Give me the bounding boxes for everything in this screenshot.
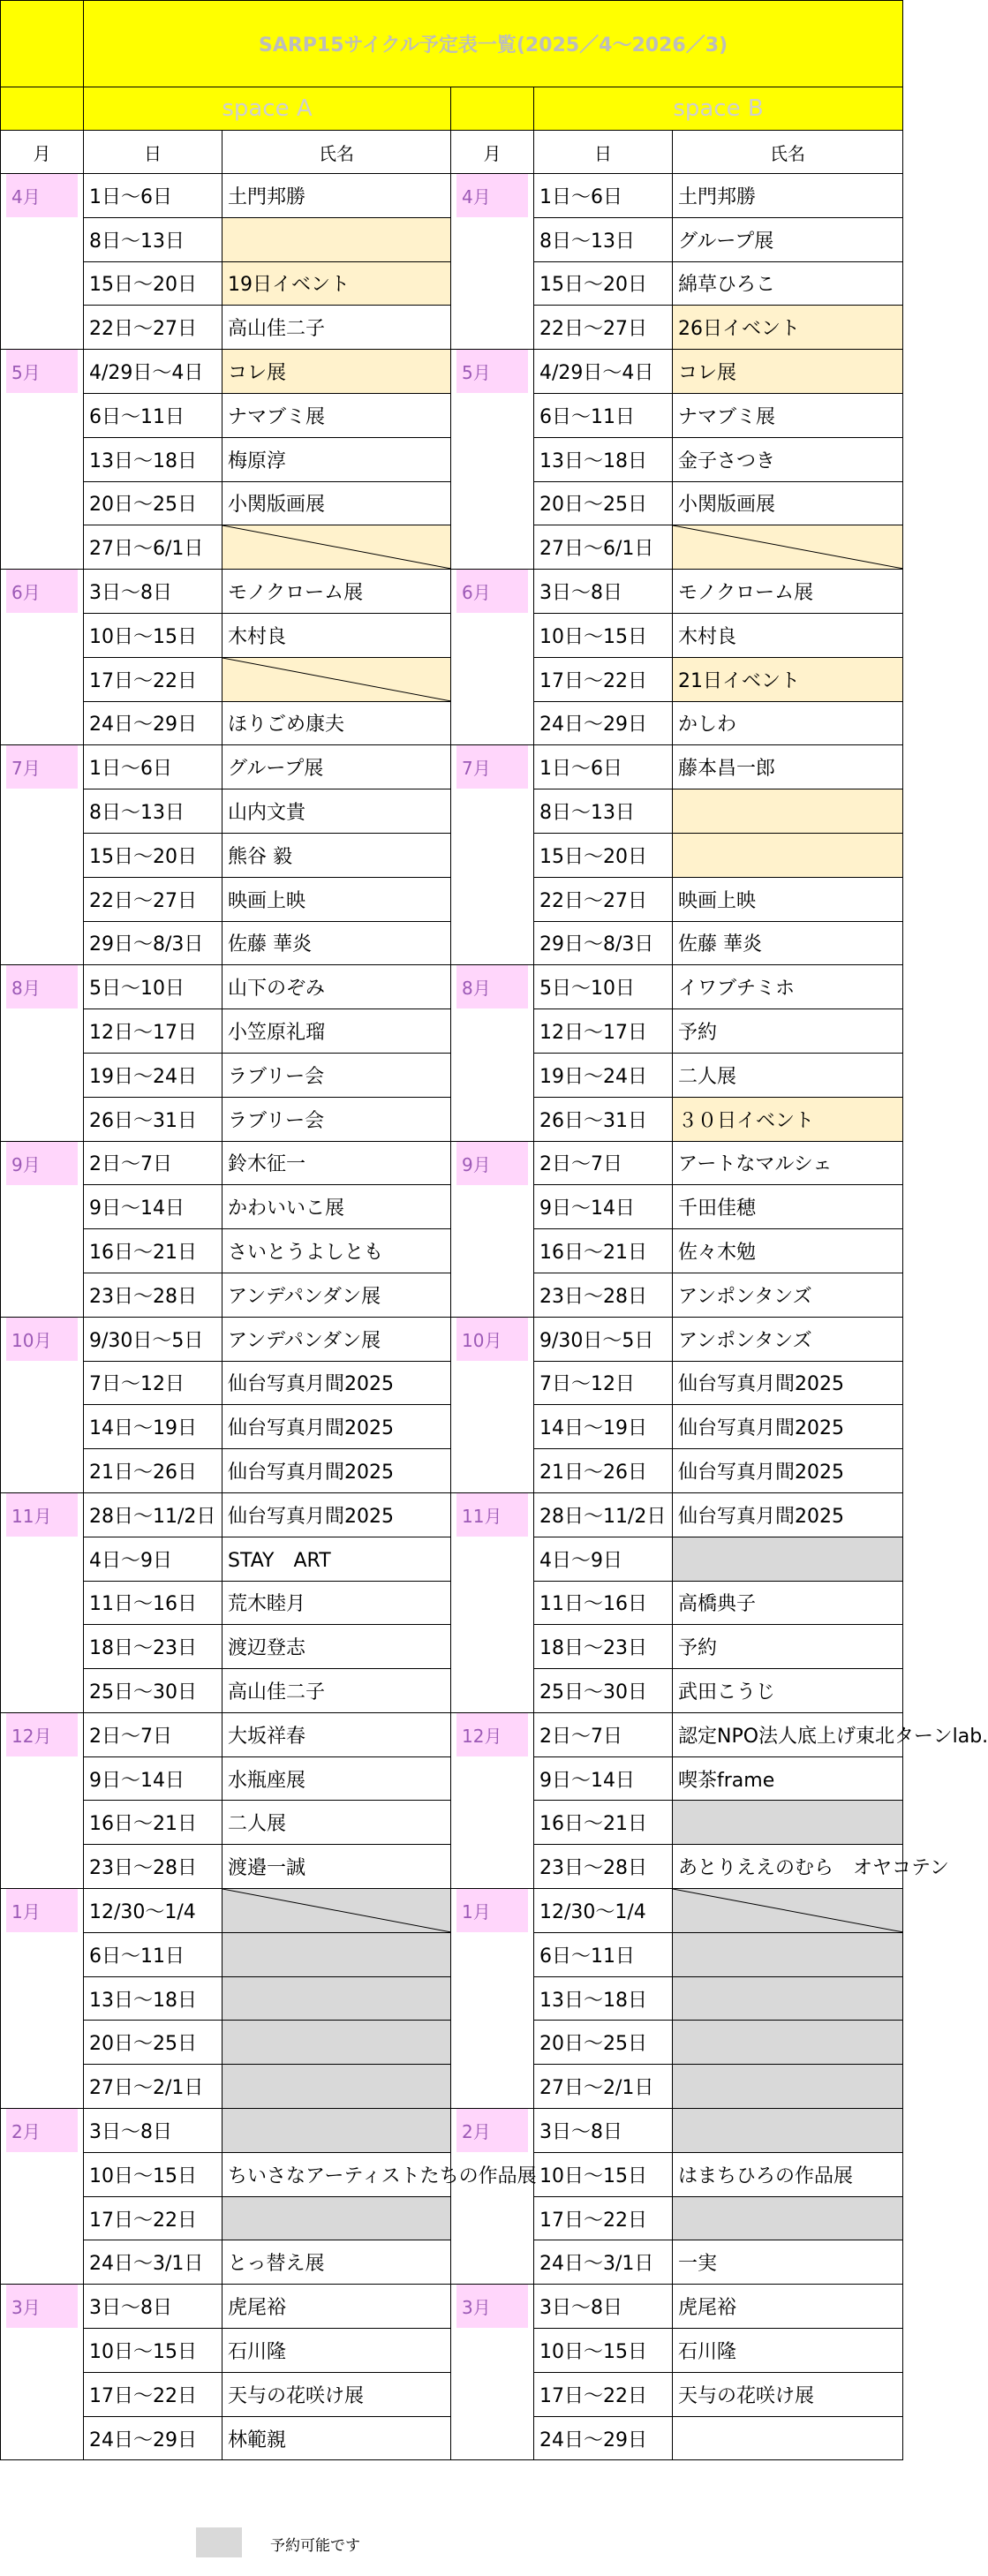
exhibitor-b: 仙台写真月間2025 xyxy=(673,1449,903,1493)
date-range-b: 24日～3/1日 xyxy=(534,2240,673,2285)
exhibitor-a: アンデパンダン展 xyxy=(222,1273,451,1317)
date-range-b: 17日～22日 xyxy=(534,2196,673,2240)
exhibitor-b xyxy=(673,1889,903,1933)
date-range-a: 3日～8日 xyxy=(84,2285,222,2329)
schedule-row xyxy=(1,745,903,789)
date-range-b: 2日～7日 xyxy=(534,1141,673,1185)
exhibitor-b xyxy=(673,2065,903,2109)
exhibitor-b: 武田こうじ xyxy=(673,1669,903,1713)
date-range-b: 24日～29日 xyxy=(534,701,673,745)
date-range-a: 1日～6日 xyxy=(84,745,222,789)
date-range-a: 22日～27日 xyxy=(84,306,222,350)
date-range-b: 8日～13日 xyxy=(534,789,673,834)
date-range-a: 22日～27日 xyxy=(84,877,222,921)
exhibitor-b: 千田佳穂 xyxy=(673,1185,903,1229)
exhibitor-a: 高山佳二子 xyxy=(222,306,451,350)
date-range-b: 5日～10日 xyxy=(534,965,673,1009)
date-range-a: 19日～24日 xyxy=(84,1053,222,1097)
exhibitor-b: アートなマルシェ xyxy=(673,1141,903,1185)
date-range-b: 4/29日～4日 xyxy=(534,350,673,394)
exhibitor-a: 仙台写真月間2025 xyxy=(222,1361,451,1405)
date-range-b: 17日～22日 xyxy=(534,2372,673,2416)
date-range-b: 22日～27日 xyxy=(534,306,673,350)
schedule-row xyxy=(1,1889,903,1933)
exhibitor-b: 綿草ひろこ xyxy=(673,261,903,306)
month-cell-b xyxy=(451,174,534,350)
month-cell-b xyxy=(451,570,534,745)
month-cell-b xyxy=(451,2285,534,2460)
month-cell-a xyxy=(1,1889,84,2109)
date-range-b: 2日～7日 xyxy=(534,1712,673,1756)
space-row xyxy=(1,87,903,131)
month-label-b: 10月 xyxy=(456,1318,528,1361)
date-range-a: 10日～15日 xyxy=(84,613,222,657)
date-range-b: 13日～18日 xyxy=(534,437,673,481)
date-range-b: 9日～14日 xyxy=(534,1756,673,1801)
schedule-row xyxy=(1,2109,903,2153)
exhibitor-b: 土門邦勝 xyxy=(673,174,903,218)
space-b-label: space B xyxy=(534,87,903,131)
schedule-row xyxy=(1,570,903,614)
exhibitor-a: 鈴木征一 xyxy=(222,1141,451,1185)
month-cell-a xyxy=(1,745,84,965)
date-range-b: 12日～17日 xyxy=(534,1009,673,1054)
month-label-b: 1月 xyxy=(456,1889,528,1932)
date-range-a: 3日～8日 xyxy=(84,570,222,614)
month-label-a: 2月 xyxy=(6,2109,78,2152)
exhibitor-a: ほりごめ康夫 xyxy=(222,701,451,745)
month-cell-a xyxy=(1,2109,84,2285)
exhibitor-b: 予約 xyxy=(673,1625,903,1669)
month-cell-a xyxy=(1,350,84,570)
month-label-a: 7月 xyxy=(6,745,78,789)
exhibitor-a: とっ替え展 xyxy=(222,2240,451,2285)
date-range-a: 1日～6日 xyxy=(84,174,222,218)
exhibitor-b: 佐々木勉 xyxy=(673,1229,903,1273)
exhibitor-b: 認定NPO法人底上げ東北ターンlab. xyxy=(673,1712,903,1756)
month-label-a: 4月 xyxy=(6,174,78,217)
month-cell-a xyxy=(1,1141,84,1317)
exhibitor-a xyxy=(222,1889,451,1933)
month-label-a: 8月 xyxy=(6,965,78,1008)
exhibitor-a: 石川隆 xyxy=(222,2329,451,2373)
exhibitor-a: 水瓶座展 xyxy=(222,1756,451,1801)
exhibitor-a: グループ展 xyxy=(222,745,451,789)
month-label-b: 7月 xyxy=(456,745,528,789)
space-corner-a xyxy=(1,87,84,131)
date-range-b: 4日～9日 xyxy=(534,1537,673,1581)
exhibitor-a xyxy=(222,1932,451,1976)
exhibitor-b xyxy=(673,2021,903,2065)
month-cell-a xyxy=(1,1492,84,1712)
date-range-a: 3日～8日 xyxy=(84,2109,222,2153)
schedule-row xyxy=(1,2285,903,2329)
month-label-a: 6月 xyxy=(6,570,78,613)
date-range-b: 23日～28日 xyxy=(534,1845,673,1889)
exhibitor-b xyxy=(673,833,903,877)
date-range-b: 14日～19日 xyxy=(534,1405,673,1449)
date-range-a: 12日～17日 xyxy=(84,1009,222,1054)
date-range-a: 25日～30日 xyxy=(84,1669,222,1713)
exhibitor-b xyxy=(673,525,903,570)
exhibitor-a xyxy=(222,1976,451,2021)
exhibitor-b: アンポンタンズ xyxy=(673,1317,903,1361)
month-label-b: 5月 xyxy=(456,350,528,393)
date-range-a: 23日～28日 xyxy=(84,1845,222,1889)
exhibitor-a: アンデパンダン展 xyxy=(222,1317,451,1361)
exhibitor-a: 渡辺登志 xyxy=(222,1625,451,1669)
exhibitor-a: ラブリー会 xyxy=(222,1053,451,1097)
date-range-b: 1日～6日 xyxy=(534,174,673,218)
date-range-b: 25日～30日 xyxy=(534,1669,673,1713)
exhibitor-a: 映画上映 xyxy=(222,877,451,921)
exhibitor-b: 高橋典子 xyxy=(673,1581,903,1625)
exhibitor-b: かしわ xyxy=(673,701,903,745)
month-cell-b xyxy=(451,1492,534,1712)
date-range-b: 1日～6日 xyxy=(534,745,673,789)
month-label-a: 11月 xyxy=(6,1493,78,1537)
schedule-row xyxy=(1,1141,903,1185)
date-range-b: 24日～29日 xyxy=(534,2416,673,2460)
date-range-b: 8日～13日 xyxy=(534,217,673,261)
exhibitor-a: 仙台写真月間2025 xyxy=(222,1449,451,1493)
date-range-a: 27日～2/1日 xyxy=(84,2065,222,2109)
header-name-b: 氏名 xyxy=(673,131,903,174)
date-range-a: 29日～8/3日 xyxy=(84,921,222,965)
month-cell-a xyxy=(1,1712,84,1888)
month-cell-b xyxy=(451,1141,534,1317)
date-range-a: 10日～15日 xyxy=(84,2152,222,2196)
exhibitor-a: モノクローム展 xyxy=(222,570,451,614)
date-range-b: 19日～24日 xyxy=(534,1053,673,1097)
date-range-a: 18日～23日 xyxy=(84,1625,222,1669)
diagonal-line xyxy=(222,1889,450,1932)
header-month-b: 月 xyxy=(451,131,534,174)
date-range-b: 27日～6/1日 xyxy=(534,525,673,570)
month-cell-b xyxy=(451,745,534,965)
date-range-b: 21日～26日 xyxy=(534,1449,673,1493)
exhibitor-a xyxy=(222,657,451,701)
exhibitor-a: かわいいこ展 xyxy=(222,1185,451,1229)
exhibitor-b: モノクローム展 xyxy=(673,570,903,614)
exhibitor-b xyxy=(673,789,903,834)
date-range-b: 9/30日～5日 xyxy=(534,1317,673,1361)
exhibitor-b: はまちひろの作品展 xyxy=(673,2152,903,2196)
date-range-a: 14日～19日 xyxy=(84,1405,222,1449)
schedule-row xyxy=(1,1492,903,1537)
exhibitor-b: あとりええのむら オヤコテン xyxy=(673,1845,903,1889)
date-range-a: 24日～3/1日 xyxy=(84,2240,222,2285)
date-range-a: 4日～9日 xyxy=(84,1537,222,1581)
date-range-b: 6日～11日 xyxy=(534,393,673,437)
exhibitor-b: ３０日イベント xyxy=(673,1097,903,1141)
exhibitor-a: ちいさなアーティストたちの作品展 xyxy=(222,2152,451,2196)
date-range-a: 11日～16日 xyxy=(84,1581,222,1625)
exhibitor-a: 大坂祥春 xyxy=(222,1712,451,1756)
month-label-b: 11月 xyxy=(456,1493,528,1537)
exhibitor-b: イワブチミホ xyxy=(673,965,903,1009)
space-corner-b xyxy=(451,87,534,131)
month-cell-b xyxy=(451,1712,534,1888)
exhibitor-b: グループ展 xyxy=(673,217,903,261)
exhibitor-b: 天与の花咲け展 xyxy=(673,2372,903,2416)
month-label-b: 3月 xyxy=(456,2285,528,2328)
month-label-a: 10月 xyxy=(6,1318,78,1361)
date-range-b: 28日～11/2日 xyxy=(534,1492,673,1537)
date-range-a: 28日～11/2日 xyxy=(84,1492,222,1537)
exhibitor-a: ナマブミ展 xyxy=(222,393,451,437)
date-range-a: 10日～15日 xyxy=(84,2329,222,2373)
date-range-b: 10日～15日 xyxy=(534,2329,673,2373)
schedule-row xyxy=(1,174,903,218)
exhibitor-a: 仙台写真月間2025 xyxy=(222,1405,451,1449)
exhibitor-a: ラブリー会 xyxy=(222,1097,451,1141)
exhibitor-b xyxy=(673,1932,903,1976)
exhibitor-a: 二人展 xyxy=(222,1801,451,1845)
exhibitor-a: 仙台写真月間2025 xyxy=(222,1492,451,1537)
date-range-a: 8日～13日 xyxy=(84,217,222,261)
date-range-b: 7日～12日 xyxy=(534,1361,673,1405)
month-cell-a xyxy=(1,570,84,745)
schedule-row xyxy=(1,965,903,1009)
exhibitor-a: 天与の花咲け展 xyxy=(222,2372,451,2416)
date-range-a: 9日～14日 xyxy=(84,1185,222,1229)
exhibitor-b xyxy=(673,2196,903,2240)
date-range-b: 27日～2/1日 xyxy=(534,2065,673,2109)
exhibitor-b xyxy=(673,1537,903,1581)
date-range-a: 13日～18日 xyxy=(84,1976,222,2021)
exhibitor-b: 仙台写真月間2025 xyxy=(673,1361,903,1405)
exhibitor-b: 映画上映 xyxy=(673,877,903,921)
date-range-a: 16日～21日 xyxy=(84,1801,222,1845)
month-cell-a xyxy=(1,965,84,1141)
month-label-b: 8月 xyxy=(456,965,528,1008)
date-range-a: 17日～22日 xyxy=(84,2196,222,2240)
legend-swatch xyxy=(196,2527,242,2557)
date-range-b: 23日～28日 xyxy=(534,1273,673,1317)
header-day-b: 日 xyxy=(534,131,673,174)
exhibitor-b: アンポンタンズ xyxy=(673,1273,903,1317)
exhibitor-a xyxy=(222,525,451,570)
date-range-a: 21日～26日 xyxy=(84,1449,222,1493)
exhibitor-a xyxy=(222,217,451,261)
exhibitor-a: 土門邦勝 xyxy=(222,174,451,218)
date-range-a: 8日～13日 xyxy=(84,789,222,834)
header-row xyxy=(1,131,903,174)
date-range-a: 15日～20日 xyxy=(84,261,222,306)
exhibitor-a: 佐藤 華炎 xyxy=(222,921,451,965)
exhibitor-a xyxy=(222,2021,451,2065)
diagonal-line xyxy=(673,525,902,569)
date-range-a: 9日～14日 xyxy=(84,1756,222,1801)
month-cell-b xyxy=(451,2109,534,2285)
exhibitor-b: 金子さつき xyxy=(673,437,903,481)
date-range-a: 24日～29日 xyxy=(84,2416,222,2460)
exhibitor-a: コレ展 xyxy=(222,350,451,394)
exhibitor-b: 26日イベント xyxy=(673,306,903,350)
exhibitor-b: 喫茶frame xyxy=(673,1756,903,1801)
date-range-b: 10日～15日 xyxy=(534,613,673,657)
date-range-a: 20日～25日 xyxy=(84,2021,222,2065)
date-range-b: 22日～27日 xyxy=(534,877,673,921)
exhibitor-a: 山内文貴 xyxy=(222,789,451,834)
exhibitor-b: 仙台写真月間2025 xyxy=(673,1492,903,1537)
exhibitor-b: コレ展 xyxy=(673,350,903,394)
exhibitor-a: 小関版画展 xyxy=(222,481,451,525)
month-cell-a xyxy=(1,174,84,350)
month-label-b: 2月 xyxy=(456,2109,528,2152)
month-label-a: 1月 xyxy=(6,1889,78,1932)
exhibitor-b: 石川隆 xyxy=(673,2329,903,2373)
schedule-row xyxy=(1,1317,903,1361)
date-range-a: 2日～7日 xyxy=(84,1141,222,1185)
date-range-a: 6日～11日 xyxy=(84,1932,222,1976)
month-label-a: 9月 xyxy=(6,1142,78,1185)
date-range-b: 17日～22日 xyxy=(534,657,673,701)
month-cell-b xyxy=(451,965,534,1141)
exhibitor-a: さいとうよしとも xyxy=(222,1229,451,1273)
exhibitor-b: 一実 xyxy=(673,2240,903,2285)
date-range-b: 16日～21日 xyxy=(534,1801,673,1845)
space-a-label: space A xyxy=(84,87,451,131)
month-label-b: 4月 xyxy=(456,174,528,217)
date-range-a: 24日～29日 xyxy=(84,701,222,745)
date-range-a: 16日～21日 xyxy=(84,1229,222,1273)
month-cell-a xyxy=(1,2285,84,2460)
exhibitor-b: 21日イベント xyxy=(673,657,903,701)
exhibitor-a xyxy=(222,2109,451,2153)
date-range-a: 4/29日～4日 xyxy=(84,350,222,394)
date-range-b: 18日～23日 xyxy=(534,1625,673,1669)
exhibitor-a: 林範親 xyxy=(222,2416,451,2460)
exhibitor-b: 仙台写真月間2025 xyxy=(673,1405,903,1449)
header-name-a: 氏名 xyxy=(222,131,451,174)
date-range-b: 16日～21日 xyxy=(534,1229,673,1273)
date-range-b: 10日～15日 xyxy=(534,2152,673,2196)
date-range-a: 9/30日～5日 xyxy=(84,1317,222,1361)
exhibitor-a: 熊谷 毅 xyxy=(222,833,451,877)
date-range-b: 3日～8日 xyxy=(534,2285,673,2329)
date-range-a: 17日～22日 xyxy=(84,2372,222,2416)
date-range-a: 15日～20日 xyxy=(84,833,222,877)
date-range-a: 20日～25日 xyxy=(84,481,222,525)
month-label-a: 12月 xyxy=(6,1713,78,1756)
date-range-a: 5日～10日 xyxy=(84,965,222,1009)
date-range-a: 27日～6/1日 xyxy=(84,525,222,570)
exhibitor-b: 小関版画展 xyxy=(673,481,903,525)
date-range-b: 20日～25日 xyxy=(534,2021,673,2065)
month-cell-b xyxy=(451,1889,534,2109)
exhibitor-a: STAY ART xyxy=(222,1537,451,1581)
date-range-a: 13日～18日 xyxy=(84,437,222,481)
exhibitor-b: 藤本昌一郎 xyxy=(673,745,903,789)
date-range-a: 26日～31日 xyxy=(84,1097,222,1141)
exhibitor-a: 梅原淳 xyxy=(222,437,451,481)
exhibitor-a: 高山佳二子 xyxy=(222,1669,451,1713)
date-range-b: 12/30～1/4 xyxy=(534,1889,673,1933)
month-cell-a xyxy=(1,1317,84,1492)
exhibitor-b: 木村良 xyxy=(673,613,903,657)
month-cell-b xyxy=(451,1317,534,1492)
date-range-b: 29日～8/3日 xyxy=(534,921,673,965)
exhibitor-b: 二人展 xyxy=(673,1053,903,1097)
date-range-a: 17日～22日 xyxy=(84,657,222,701)
exhibitor-b xyxy=(673,2416,903,2460)
date-range-b: 6日～11日 xyxy=(534,1932,673,1976)
date-range-b: 13日～18日 xyxy=(534,1976,673,2021)
diagonal-line xyxy=(222,525,450,569)
date-range-a: 23日～28日 xyxy=(84,1273,222,1317)
exhibitor-b xyxy=(673,1976,903,2021)
date-range-b: 15日～20日 xyxy=(534,261,673,306)
exhibitor-a xyxy=(222,2196,451,2240)
legend-label: 予約可能です xyxy=(270,2537,360,2555)
page-title: SARP15サイクル予定表一覧(2025／4～2026／3) xyxy=(84,1,903,87)
exhibitor-a: 荒木睦月 xyxy=(222,1581,451,1625)
date-range-b: 26日～31日 xyxy=(534,1097,673,1141)
exhibitor-b: ナマブミ展 xyxy=(673,393,903,437)
exhibitor-a: 木村良 xyxy=(222,613,451,657)
exhibitor-b: 佐藤 華炎 xyxy=(673,921,903,965)
diagonal-line xyxy=(222,658,450,701)
exhibitor-a: 山下のぞみ xyxy=(222,965,451,1009)
header-month-a: 月 xyxy=(1,131,84,174)
date-range-b: 15日～20日 xyxy=(534,833,673,877)
exhibitor-b: 予約 xyxy=(673,1009,903,1054)
date-range-b: 11日～16日 xyxy=(534,1581,673,1625)
month-label-a: 3月 xyxy=(6,2285,78,2328)
month-label-a: 5月 xyxy=(6,350,78,393)
month-cell-b xyxy=(451,350,534,570)
title-corner xyxy=(1,1,84,87)
exhibitor-b: 虎尾裕 xyxy=(673,2285,903,2329)
date-range-a: 6日～11日 xyxy=(84,393,222,437)
month-label-b: 6月 xyxy=(456,570,528,613)
date-range-b: 9日～14日 xyxy=(534,1185,673,1229)
schedule-body xyxy=(1,1,988,2460)
date-range-a: 2日～7日 xyxy=(84,1712,222,1756)
schedule-row xyxy=(1,350,903,394)
date-range-a: 7日～12日 xyxy=(84,1361,222,1405)
date-range-b: 20日～25日 xyxy=(534,481,673,525)
exhibitor-a: 小笠原礼瑠 xyxy=(222,1009,451,1054)
title-row xyxy=(1,1,903,87)
exhibitor-a xyxy=(222,2065,451,2109)
schedule-row xyxy=(1,1712,903,1756)
date-range-a: 12/30～1/4 xyxy=(84,1889,222,1933)
date-range-b: 3日～8日 xyxy=(534,2109,673,2153)
month-label-b: 12月 xyxy=(456,1713,528,1756)
diagonal-line xyxy=(673,1889,902,1932)
exhibitor-b xyxy=(673,2109,903,2153)
exhibitor-a: 19日イベント xyxy=(222,261,451,306)
exhibitor-b xyxy=(673,1801,903,1845)
exhibitor-a: 渡邉一誠 xyxy=(222,1845,451,1889)
date-range-b: 3日～8日 xyxy=(534,570,673,614)
header-day-a: 日 xyxy=(84,131,222,174)
month-label-b: 9月 xyxy=(456,1142,528,1185)
exhibitor-a: 虎尾裕 xyxy=(222,2285,451,2329)
